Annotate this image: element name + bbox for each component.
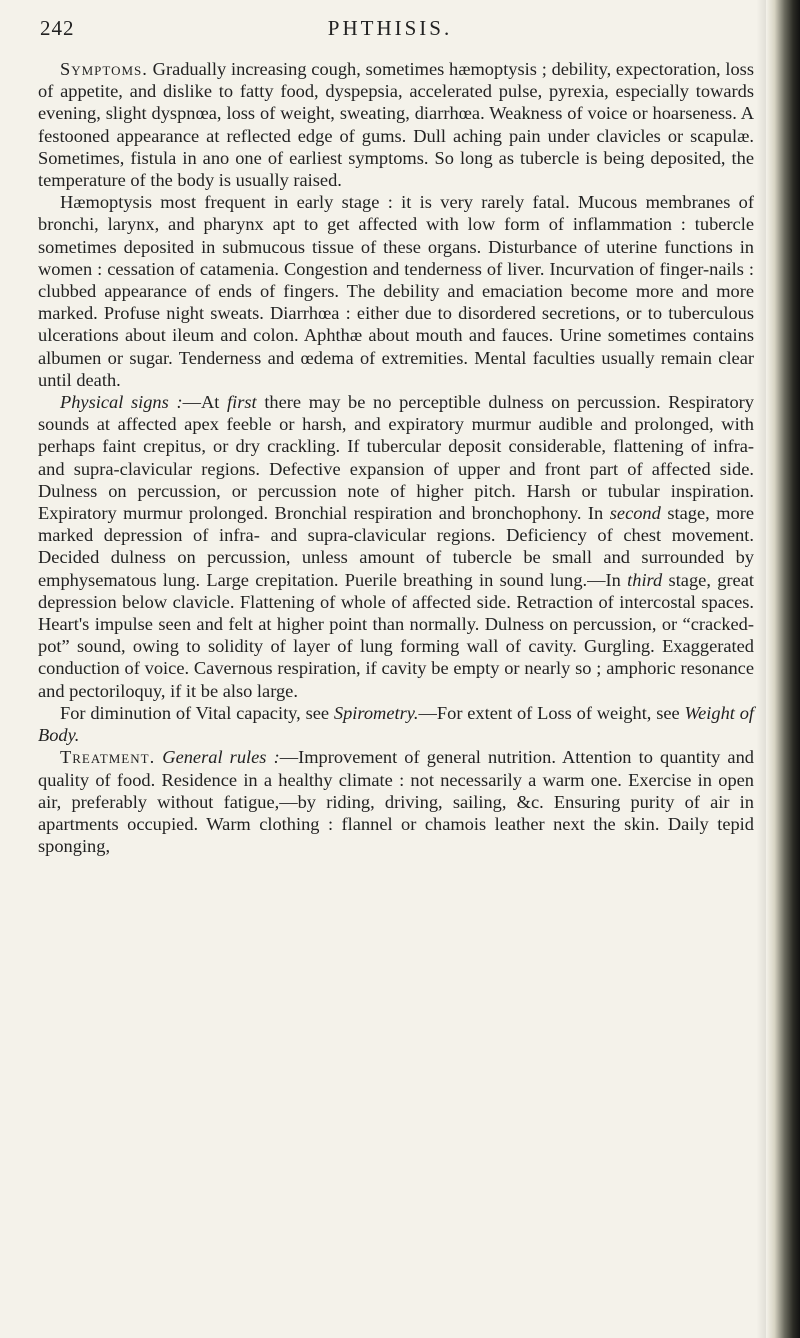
page-gutter-shadow	[756, 0, 766, 1338]
physical-signs-text-1: —At	[182, 392, 228, 413]
symptoms-text: Gradually increasing cough, sometimes hæmoptysis ; debility, expectoration, loss of appetite, and dislike to fatty food, dyspepsia, accelerated pulse, pyrexia, especially towards evening, slight dyspnœa, loss of weight, sweating, diarrhœa. Weakness of voice or hoarseness. A festooned appearance at reflected edge of gums. Dull aching pain under clavicles or scapulæ. Sometimes, fistula in ano one of earliest symptoms. So long as tubercle is being deposited, the temperature of the body is usually raised.	[38, 59, 754, 191]
page-number: 242	[40, 16, 75, 40]
physical-signs-text-3: stage, more marked depression of infra- and supra-clavicular regions. Deficiency of chest movement. Decided dulness on percussion, unless amount of tubercle be small and surrounded by emphysematous lung. Large crepitation. Puerile breathing in sound lung.—In	[38, 503, 754, 590]
vital-capacity-text-1: For diminution of Vital capacity, see	[60, 702, 334, 723]
physical-signs-paragraph	[38, 391, 754, 702]
third-stage-term: third	[627, 569, 663, 590]
vital-capacity-paragraph	[38, 702, 754, 746]
physical-signs-text-2: there may be no perceptible dulness on percussion. Respiratory sounds at affected apex feeble or harsh, and expiratory murmur audible and prolonged, with perhaps faint crepitus, or dry crackling. If tubercular deposit considerable, flattening of infra- and supra-clavicular regions. Defective expansion of upper and front part of affected side. Dulness on percussion, or percussion note of higher pitch. Harsh or tubular inspiration. Expiratory murmur prolonged. Bronchial respiration and bronchophony. In	[38, 392, 754, 524]
first-stage-term: first	[227, 392, 257, 413]
spirometry-reference: Spirometry.	[333, 702, 419, 723]
physical-signs-label: Physical signs :	[60, 392, 183, 413]
haemoptysis-paragraph: Hæmoptysis most frequent in early stage : it is very rarely fatal. Mucous membranes of bronchi, larynx, and pharynx apt to get affected with low form of inflammation : tubercle sometimes deposited in submucous tissue of these organs. Disturbance of uterine functions in women : cessation of catamenia. Congestion and tenderness of liver. Incurvation of finger-nails : clubbed appearance of ends of fingers. The debility and emaciation become more and more marked. Profuse night sweats. Diarrhœa : either due to disordered secretions, or to tuberculous ulcerations about ileum and colon. Aphthæ about mouth and fauces. Urine sometimes contains albumen or sugar. Tenderness and œdema of extremities. Mental faculties usually remain clear until death.	[38, 192, 754, 390]
running-head: PHTHISIS.	[327, 16, 453, 40]
treatment-text: —Improvement of general nutrition. Attention to quantity and quality of food. Residence in a healthy climate : not necessarily a warm one. Exercise in open air, preferably without fatigue,—by riding, driving, sailing, &c. Ensuring purity of air in apartments occupied. Warm clothing : flannel or chamois leather next the skin. Daily tepid sponging,	[38, 747, 754, 857]
page-header	[40, 16, 740, 46]
treatment-paragraph	[38, 746, 754, 857]
symptoms-paragraph	[38, 58, 754, 191]
weight-reference: Weight of Body.	[38, 702, 755, 746]
symptoms-label: Symptoms.	[60, 59, 148, 79]
treatment-label: Treatment.	[60, 747, 156, 768]
second-stage-term: second	[609, 503, 661, 524]
physical-signs-text-4: stage, great depression below clavicle. Flattening of whole of affected side. Retraction of intercostal spaces. Heart's impulse seen and felt at higher point than normally. Dulness on percussion, or “cracked-pot” sound, owing to solidity of layer of lung forming wall of cavity. Gurgling. Exaggerated conduction of voice. Cavernous respiration, if cavity be empty or nearly so ; amphoric resonance and pectoriloquy, if it be also large.	[38, 569, 754, 701]
body-text	[38, 58, 754, 857]
general-rules-label: General rules :	[162, 747, 280, 768]
book-binding-edge	[766, 0, 800, 1338]
vital-capacity-text-2: —For extent of Loss of weight, see	[418, 702, 685, 723]
